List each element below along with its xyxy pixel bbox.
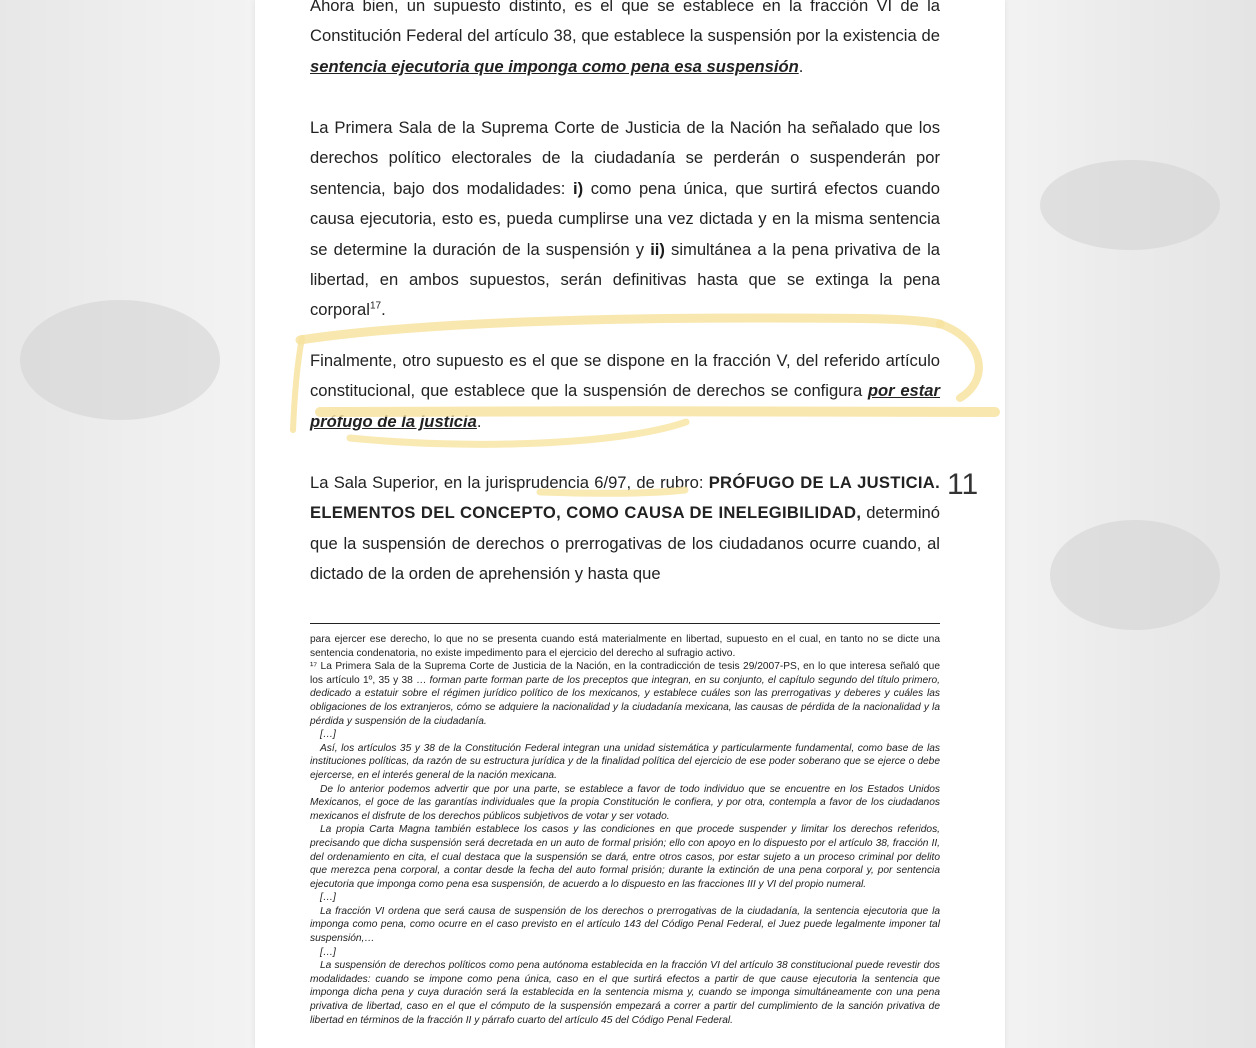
footnote-quote: La suspensión de derechos políticos como pena autónoma establecida en la fracción VI del artículo 38 constitucional puede revestir dos modalidades: cuando se impone como pena única, caso en el que surtirá efectos a partir de que cause ejecutoria la sentencia que imponga dicha pena y cuya duración será la establecida en la sentencia misma y, cuando se imponga simultáneamente con una pena privativa de libertad, caso en el que el cómputo de la suspensión empezará a correr a partir del cumplimiento de la sanción privativa de libertad en términos de la fracción II y párrafo cuarto del artículo 45 del Código Penal Federal. [310,960,940,1026]
modality-marker: ii) [650,239,665,259]
paragraph-fraccion-vi [310,0,940,82]
paragraph-primera-sala [310,113,940,326]
footnote-ellipsis: […] [320,729,336,741]
footnote-separator [310,623,940,624]
emphasis-text: sentencia ejecutoria que imponga como pena esa suspensión [310,56,799,76]
footnote-quote: De lo anterior podemos advertir que por una parte, se establece a favor de todo individuo que se encuentre en los Estados Unidos Mexicanos, el goce de las garantías individuales que la propia Constitución le confiera, y por otra, contempla a favor de los ciudadanos mexicanos el disfrute de los derechos públicos subjetivos de votar y ser votado. [310,783,940,822]
footnote-quote: forman parte forman parte de los preceptos que integran, en su conjunto, el capítulo segundo del título primero, dedicado a estatuir sobre el régimen jurídico político de los mexicanos, y establece cuáles son las prerrogativas y deberes y cuáles las obligaciones de los extranjeros, cómo se adquiere la nacionalidad y la ciudadanía mexicana, las causas de pérdida de la nacionalidad y la pérdida y suspensión de la ciudadanía. [310,674,941,727]
paragraph-fraccion-v [310,346,940,437]
background-blur [1050,520,1220,630]
paragraph-text: determinó que la suspensión de derechos o prerrogativas de los ciudadanos ocurre cuando, al dictado de la orden de aprehensión y hasta que [310,503,940,584]
period: . [476,411,482,431]
background-blur [1040,160,1220,250]
footnote-continuation: para ejercer ese derecho, lo que no se presenta cuando está materialmente en libertad, supuesto en el cual, en tanto no se dicte una sentencia condenatoria, no existe impedimento para el ejercicio del derecho al sufragio activo. [310,634,940,659]
period: . [798,56,804,76]
document-page [255,0,1005,1048]
paragraph-text: Finalmente, otro supuesto es el que se dispone en la fracción V, del referido artículo constitucional, que establece que la suspensión de derechos se configura [310,351,940,401]
footnote-ellipsis: […] [320,892,336,904]
emphasis-text: por estar prófugo de la justicia [310,381,940,431]
paragraph-sala-superior [310,468,940,590]
footnotes-block [310,633,940,1027]
jurisprudence-title: PRÓFUGO DE LA JUSTICIA. ELEMENTOS DEL CONCEPTO, COMO CAUSA DE INELEGIBILIDAD, [310,473,940,523]
period: . [381,300,386,320]
paragraph-text: Ahora bien, un supuesto distinto, es el que se establece en la fracción VI de la Constitución Federal del artículo 38, que establece la suspensión por la existencia de [310,0,940,46]
footnote-quote: Así, los artículos 35 y 38 de la Constitución Federal integran una unidad sistemática y particularmente fundamental, como base de las instituciones políticas, da razón de su estructura jurídica y de la finalidad política del ejercicio de ese poder soberano que se ejerce o debe ejercerse, en el interés general de la nación mexicana. [310,742,940,781]
paragraph-text: simultánea a la pena privativa de la libertad, en ambos supuestos, serán definitivas hasta que se extinga la pena corporal [310,239,940,320]
footnote-ellipsis: […] [320,946,336,958]
paragraph-text: como pena única, que surtirá efectos cuando causa ejecutoria, esto es, pueda cumplirse una vez dictada y en la misma sentencia se determine la duración de la suspensión y [310,178,940,259]
footnote-quote: La fracción VI ordena que será causa de suspensión de los derechos o prerrogativas de la ciudadanía, la sentencia ejecutoria que la imponga como pena, como ocurre en el caso previsto en el artículo 143 del Código Penal Federal, el Juez puede legalmente imponer tal suspensión,… [310,905,940,945]
footnote-quote: La propia Carta Magna también establece los casos y las condiciones en que procede suspender y limitar los derechos referidos, precisando que dicha suspensión será decretada en un auto de formal prisión; ello con apoyo en lo dispuesto por el artículo 38, fracción II, del ordenamiento en cita, el cual destaca que la suspensión se dará, entre otros casos, por estar sujeto a un proceso criminal por delito que merezca pena corporal, a contar desde la fecha del auto formal prisión; durante la extinción de una pena corporal y, por sentencia ejecutoria que imponga como pena esa suspensión, de acuerdo a lo dispuesto en las fracciones III y VI del propio numeral. [310,824,940,890]
footnote-text: ¹⁷ La Primera Sala de la Suprema Corte de Justicia de la Nación, en la contradicción de tesis 29/2007-PS, en lo que interesa señaló que los artículo 1º, 35 y 38 … [310,661,940,686]
background-blur [20,300,220,420]
modality-marker: i) [572,178,584,198]
paragraph-text: La Sala Superior, en la jurisprudencia 6/97, de rubro: [310,473,709,492]
paragraph-text: La Primera Sala de la Suprema Corte de Justicia de la Nación ha señalado que los derechos político electorales de la ciudadanía se perderán o suspenderán por sentencia, bajo dos modalidades: [310,118,940,198]
footnote-reference[interactable]: 17 [369,300,382,312]
page-number: 11 [947,468,979,501]
footnote-17 [310,660,940,728]
background-left [0,0,255,1048]
